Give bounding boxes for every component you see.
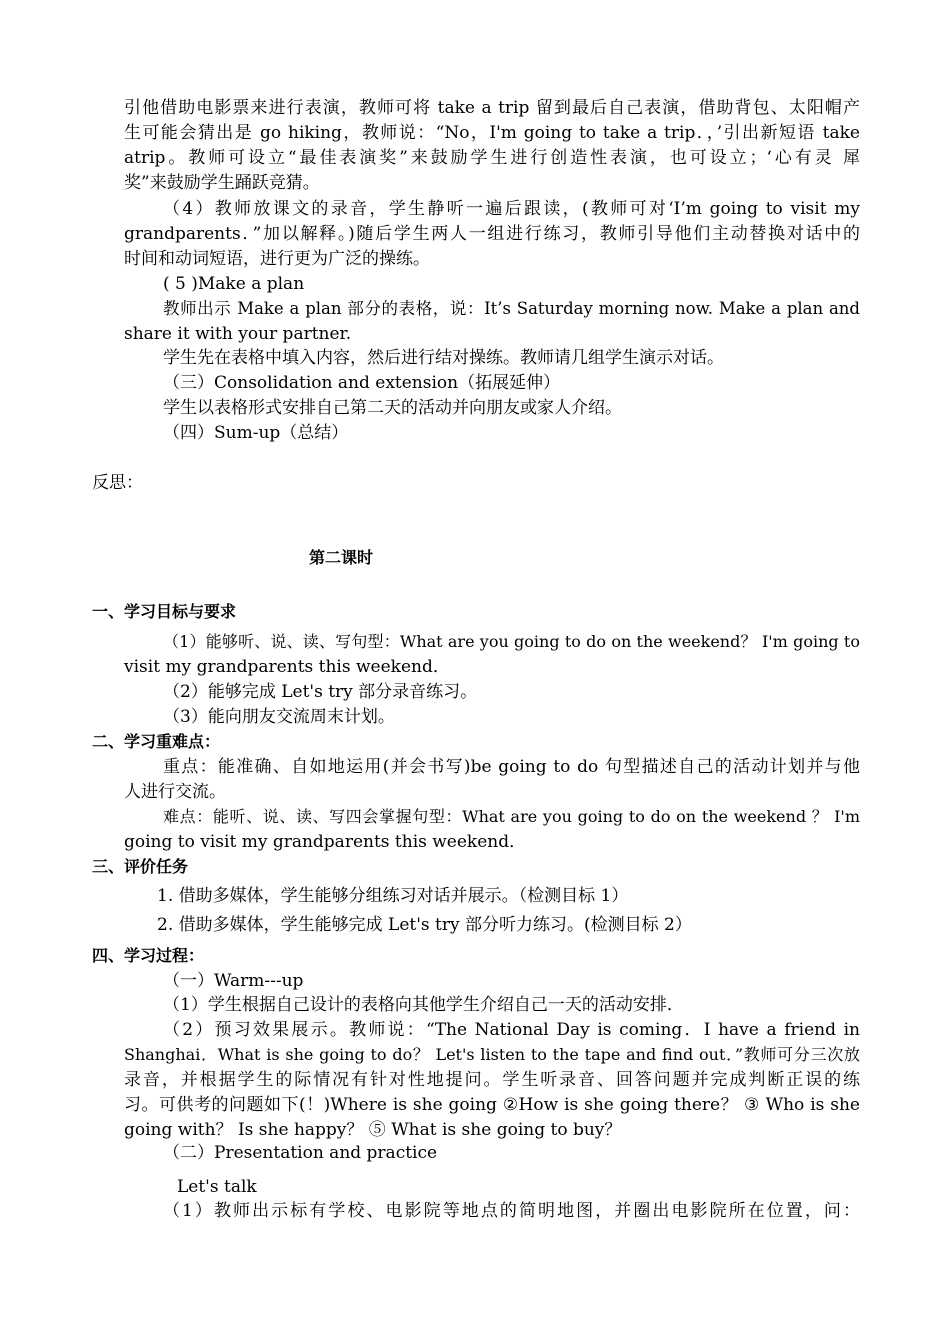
section-heading-key-points: 二、学习重难点：: [92, 732, 221, 751]
paragraph-line: （4）教师放课文的录音，学生静听一遍后跟读，(教师可对‘I’m going to visit my: [163, 199, 860, 219]
paragraph-line: （二）Presentation and practice: [163, 1143, 438, 1163]
paragraph-line: 教师出示 Make a plan 部分的表格，说：It’s Saturday morning now. Make a plan and: [163, 299, 860, 318]
paragraph-line: （四）Sum-up（总结）: [163, 423, 349, 443]
paragraph-line: atrip。教师可设立“最佳表演奖”来鼓励学生进行创造性表演，也可设立；‘心有灵 犀: [124, 148, 860, 168]
paragraph-line: 重点：能准确、自如地运用(并会书写)be going to do 句型描述自己的活动计划并与他: [163, 757, 860, 777]
paragraph-line: share it with your partner.: [124, 324, 352, 344]
paragraph-line: （一）Warm---up: [163, 971, 304, 991]
paragraph-line: 录音，并根据学生的际情况有针对性地提问。学生听录音、回答问题并完成判断正误的练: [124, 1070, 860, 1090]
paragraph-line: Shanghai．What is she going to do？ Let's listen to the tape and find out．”教师可分三次放: [124, 1045, 860, 1064]
list-item: 2. 借助多媒体，学生能够完成 Let's try 部分听力练习。(检测目标 2）: [157, 915, 692, 935]
lesson-title: 第二课时: [309, 548, 374, 567]
paragraph-line: visit my grandparents this weekend．: [124, 657, 450, 677]
paragraph-line: 生可能会猜出是 go hiking，教师说：“No，I'm going to take a trip．，’引出新短语 take: [124, 123, 860, 143]
list-item: 1. 借助多媒体，学生能够分组练习对话并展示。（检测目标 1）: [157, 886, 629, 906]
section-heading-assessment: 三、评价任务: [92, 857, 189, 876]
paragraph-line: 难点：能听、说、读、写四会掌握句型：What are you going to do on the weekend ？ I'm: [163, 807, 860, 826]
paragraph-line: （2）能够完成 Let's try 部分录音练习。: [163, 682, 478, 702]
paragraph-line: 引他借助电影票来进行表演，教师可将 take a trip 留到最后自己表演，借助背包、太阳帽产: [124, 98, 860, 118]
paragraph-line: ( 5 )Make a plan: [163, 274, 305, 294]
section-heading-process: 四、学习过程：: [92, 946, 205, 965]
paragraph-line: going with？ Is she happy？ ⑤ What is she going to buy？: [124, 1120, 622, 1140]
paragraph-line: （1）教师出示标有学校、电影院等地点的简明地图，并圈出电影院所在位置，问：: [163, 1201, 860, 1221]
paragraph-line: 奖”来鼓励学生踊跃竞猜。: [124, 173, 320, 193]
paragraph-line: 人进行交流。: [124, 782, 226, 802]
paragraph-line: 习。可供考的问题如下(！)Where is she going ②How is she going there？ ③ Who is she: [124, 1095, 860, 1115]
paragraph-line: （1）学生根据自己设计的表格向其他学生介绍自己一天的活动安排．: [163, 995, 684, 1015]
section-heading-objectives: 一、学习目标与要求: [92, 602, 237, 621]
subheading-lets-talk: Let's talk: [177, 1177, 257, 1197]
paragraph-line: grandparents．”加以解释。)随后学生两人一组进行练习，教师引导他们主动替换对话中的: [124, 224, 860, 244]
paragraph-line: 学生以表格形式安排自己第二天的活动并向朋友或家人介绍。: [163, 398, 622, 418]
paragraph-line: 时间和动词短语，进行更为广泛的操练。: [124, 249, 430, 269]
paragraph-line: 学生先在表格中填入内容，然后进行结对操练。教师请几组学生演示对话。: [163, 348, 724, 368]
paragraph-line: （三）Consolidation and extension（拓展延伸）: [163, 373, 561, 393]
paragraph-line: （3）能向朋友交流周末计划。: [163, 707, 395, 727]
paragraph-line: （2）预习效果展示。教师说：“The National Day is coming．I have a friend in: [163, 1020, 860, 1040]
paragraph-line: （1）能够听、说、读、写句型：What are you going to do on the weekend？ I'm going to: [163, 632, 860, 651]
paragraph-line: going to visit my grandparents this weekend．: [124, 832, 527, 852]
reflection-label: 反思：: [92, 473, 143, 493]
